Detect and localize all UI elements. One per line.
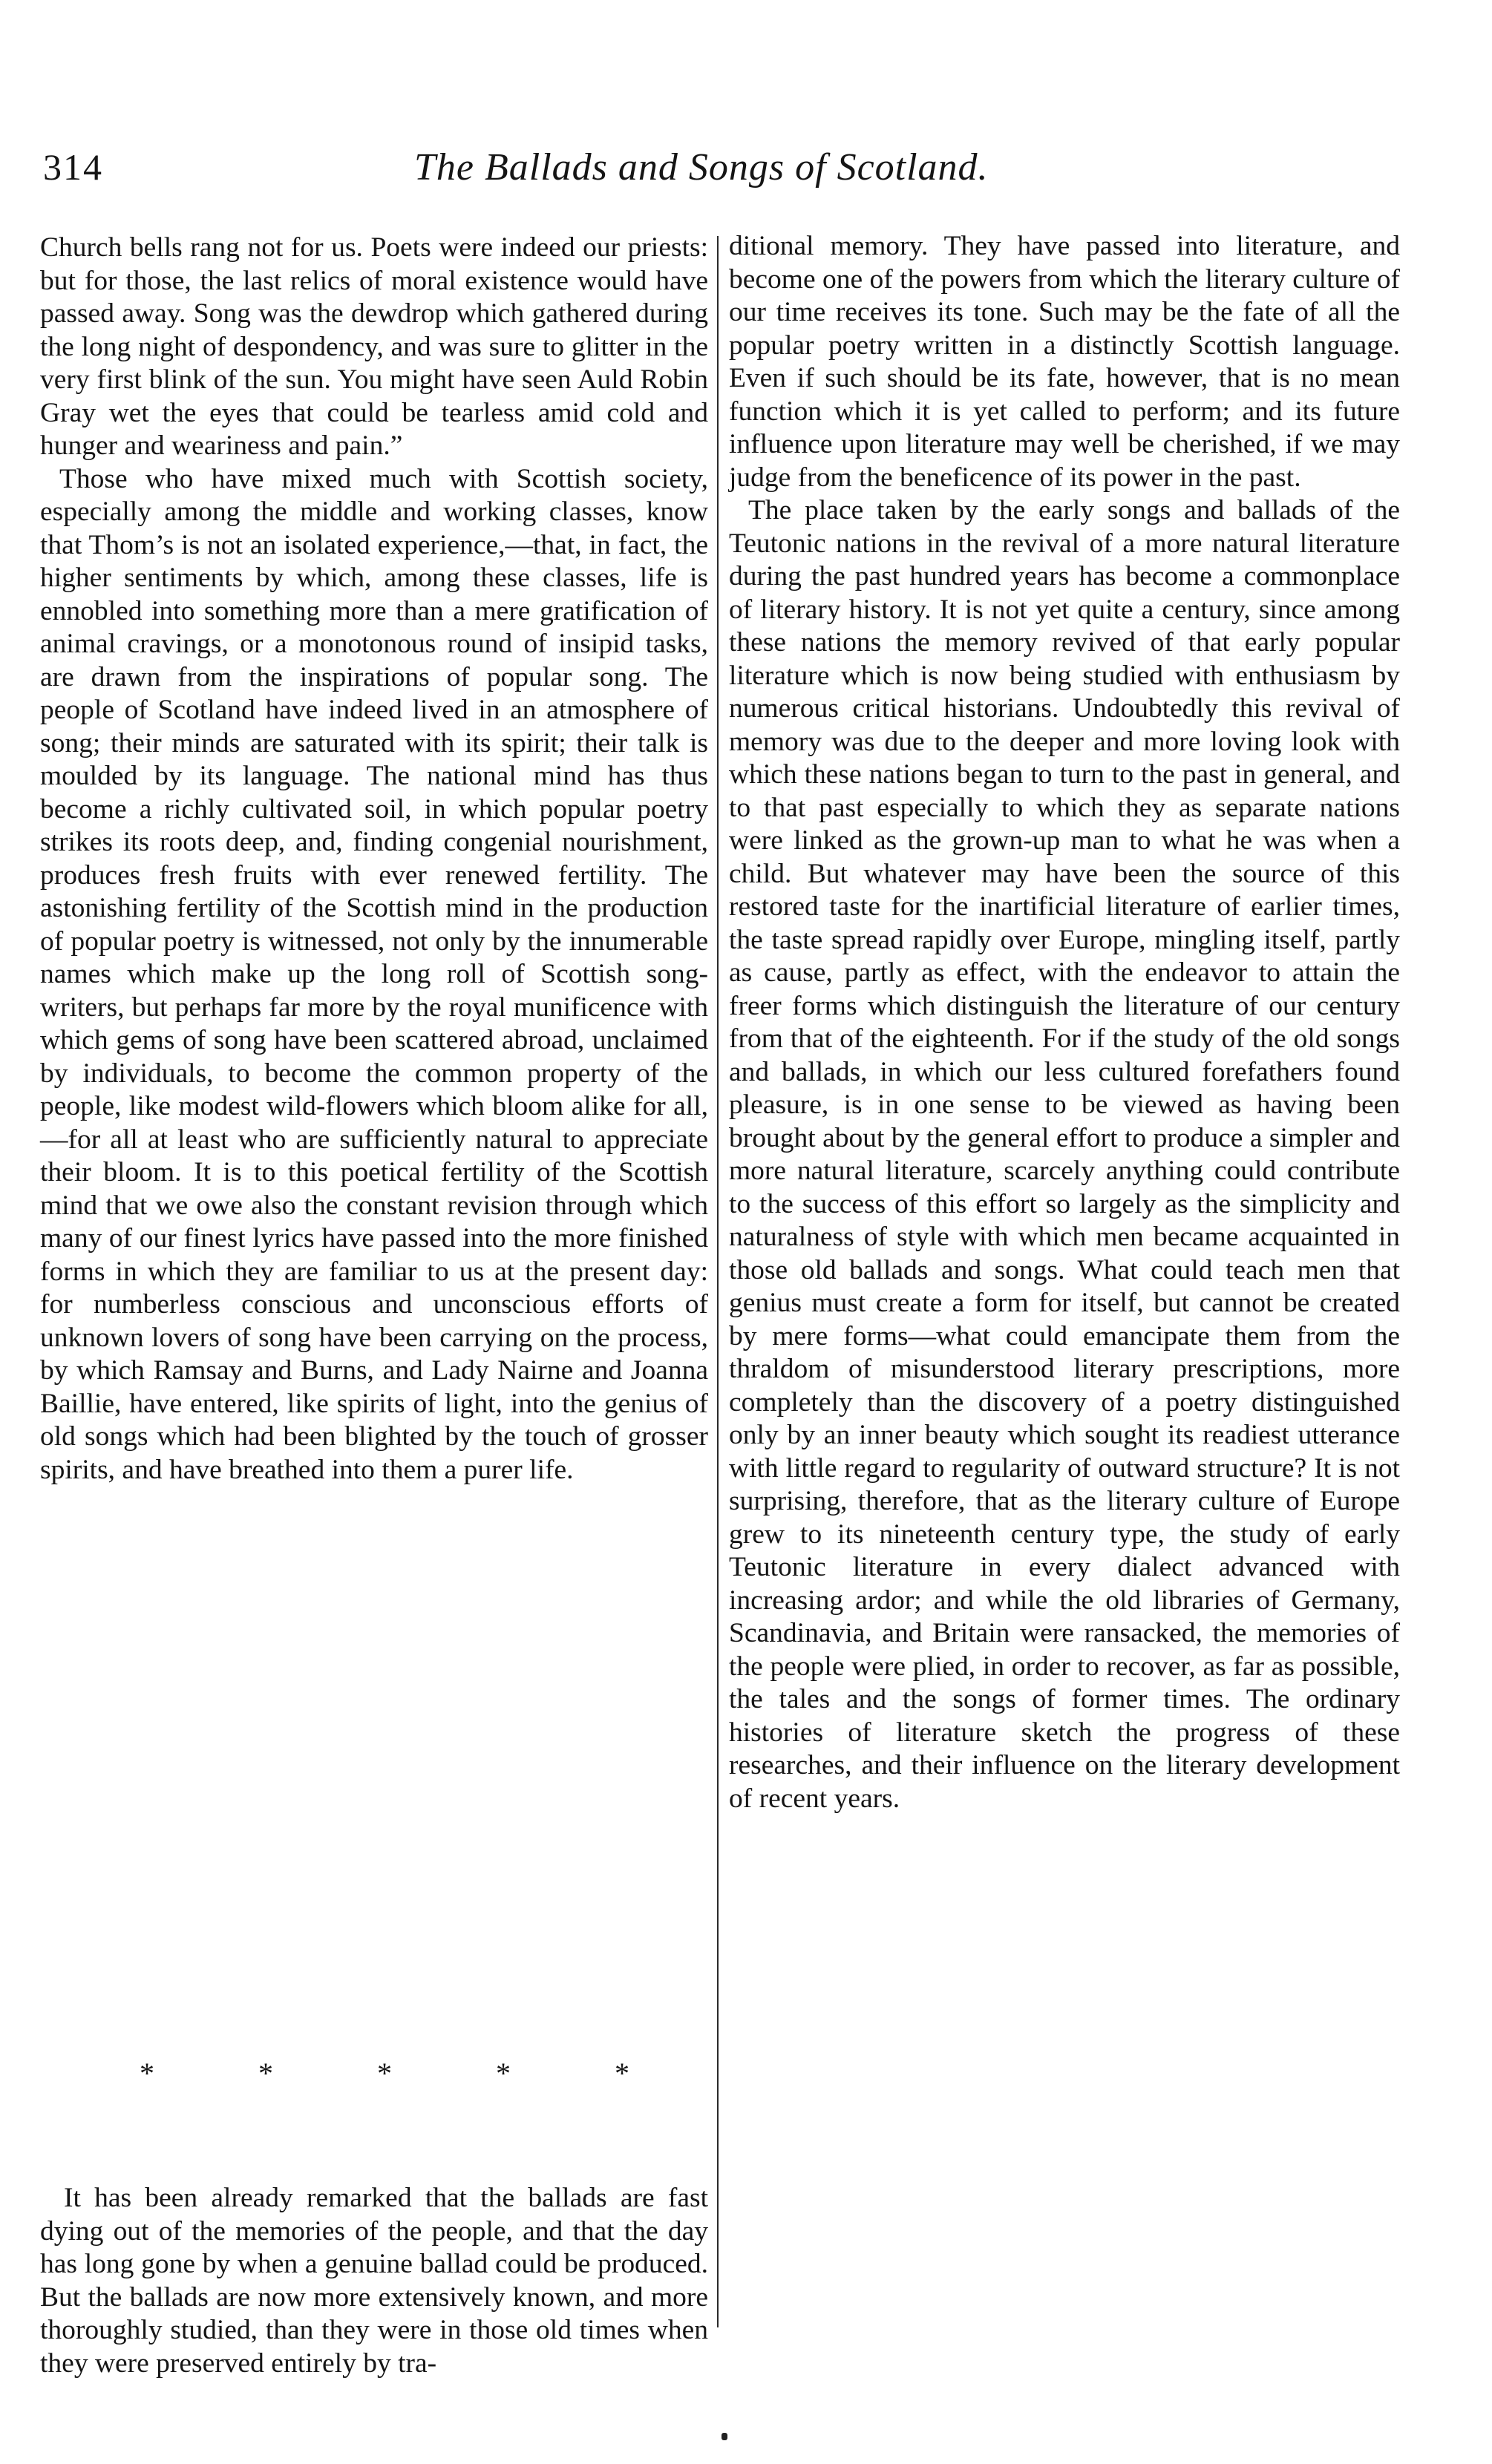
section-break bbox=[140, 2056, 629, 2091]
section-break-asterisk: * bbox=[615, 2057, 629, 2090]
column-divider bbox=[717, 236, 719, 2327]
right-column bbox=[729, 230, 1400, 1815]
left-column-continuation bbox=[40, 2182, 708, 2380]
right-paragraph-1: ditional memory. They have passed into literature, and become one of the powers from which the literary culture of our time receives its tone. Such may be the fate of all the popular poetry written in a distinctly Scottish language. Even if such should be its fate, however, that is no mean function which it is yet called to perform; and its future influence upon literature may well be cherished, if we may judge from the beneficence of its power in the past. bbox=[729, 231, 1400, 493]
section-break-asterisk: * bbox=[140, 2057, 154, 2090]
running-title: The Ballads and Songs of Scotland. bbox=[414, 146, 989, 189]
section-break-asterisk: * bbox=[377, 2057, 392, 2090]
print-speck bbox=[722, 2433, 727, 2440]
left-paragraph-2: Those who have mixed much with Scottish society, especially among the middle and working classes, know that Thom’s is not an isolated experience,—that, in fact, the higher sentiments by which, among these classes, life is ennobled into something more than a mere gratification of animal cravings, or a monotonous round of insipid tasks, are drawn from the inspirations of popular song. The people of Scotland have indeed lived in an atmosphere of song; their minds are saturated with its spirit; their talk is moulded by its language. The national mind has thus become a richly cultivated soil, in which popular poetry strikes its roots deep, and, finding congenial nourishment, produces fresh fruits with ever renewed fertility. The astonishing fertility of the Scottish mind in the production of popular poetry is witnessed, not only by the innumerable names which make up the long roll of Scottish song-writers, but perhaps far more by the royal munificence with which gems of song have been scattered abroad, unclaimed by individuals, to become the common property of the people, like modest wild-flowers which bloom alike for all,—for all at least who are sufficiently natural to appreciate their bloom. It is to this poetical fertility of the Scottish mind that we owe also the constant revision through which many of our finest lyrics have passed into the more finished forms in which they are familiar to us at the present day: for numberless conscious and unconscious efforts of unknown lovers of song have been carrying on the process, by which Ramsay and Burns, and Lady Nairne and Joanna Baillie, have entered, like spirits of light, into the genius of old songs which had been blighted by the touch of grosser spirits, and have breathed into them a purer life. bbox=[40, 463, 708, 1485]
section-break-asterisk: * bbox=[496, 2057, 511, 2090]
left-paragraph-3: It has been already remarked that the ballads are fast dying out of the memories of the people, and that the day has long gone by when a genuine ballad could be produced. But the ballads are now more extensively known, and more thoroughly studied, than they were in those old times when they were preserved entirely by tra- bbox=[40, 2183, 708, 2379]
section-break-asterisk: * bbox=[258, 2057, 273, 2090]
page-number: 314 bbox=[43, 146, 103, 188]
left-paragraph-1: Church bells rang not for us. Poets were indeed our priests: but for those, the last relics of moral existence would have passed away. Song was the dewdrop which gathered during the long night of despondency, and was sure to glitter in the very first blink of the sun. You might have seen Auld Robin Gray wet the eyes that could be tearless amid cold and hunger and weariness and pain.” bbox=[40, 232, 708, 461]
left-column bbox=[40, 232, 708, 1487]
running-header bbox=[43, 145, 1409, 197]
right-paragraph-2: The place taken by the early songs and ballads of the Teutonic nations in the revival of a more natural literature during the past hundred years has become a commonplace of literary history. It is not yet quite a century, since among these nations the memory revived of that early popular literature which is now being studied with enthusiasm by numerous critical historians. Undoubtedly this revival of memory was due to the deeper and more loving look with which these nations began to turn to the past in general, and to that past especially to which they as separate nations were linked as the grown-up man to what he was when a child. But whatever may have been the source of this restored taste for the inartificial literature of earlier times, the taste spread rapidly over Europe, mingling itself, partly as cause, partly as effect, with the endeavor to attain the freer forms which distinguish the literature of our century from that of the eighteenth. For if the study of the old songs and ballads, in which our less cultured forefathers found pleasure, is in one sense to be viewed as having been brought about by the general effort to produce a simpler and more natural literature, scarcely anything could contribute to the success of this effort so largely as the simplicity and naturalness of style with which men became acquainted in those old ballads and songs. What could teach men that genius must create a form for itself, but cannot be created by mere forms—what could emancipate them from the thraldom of misunderstood literary prescriptions, more completely than the discovery of a poetry distinguished only by an inner beauty which sought its readiest utterance with little regard to regularity of outward structure? It is not surprising, therefore, that as the literary culture of Europe grew to its nineteenth century type, the study of early Teutonic literature in every dialect advanced with increasing ardor; and while the old libraries of Germany, Scandinavia, and Britain were ransacked, the memories of the people were plied, in order to recover, as far as possible, the tales and the songs of former times. The ordinary histories of literature sketch the progress of these researches, and their influence on the literary development of recent years. bbox=[729, 495, 1400, 1814]
